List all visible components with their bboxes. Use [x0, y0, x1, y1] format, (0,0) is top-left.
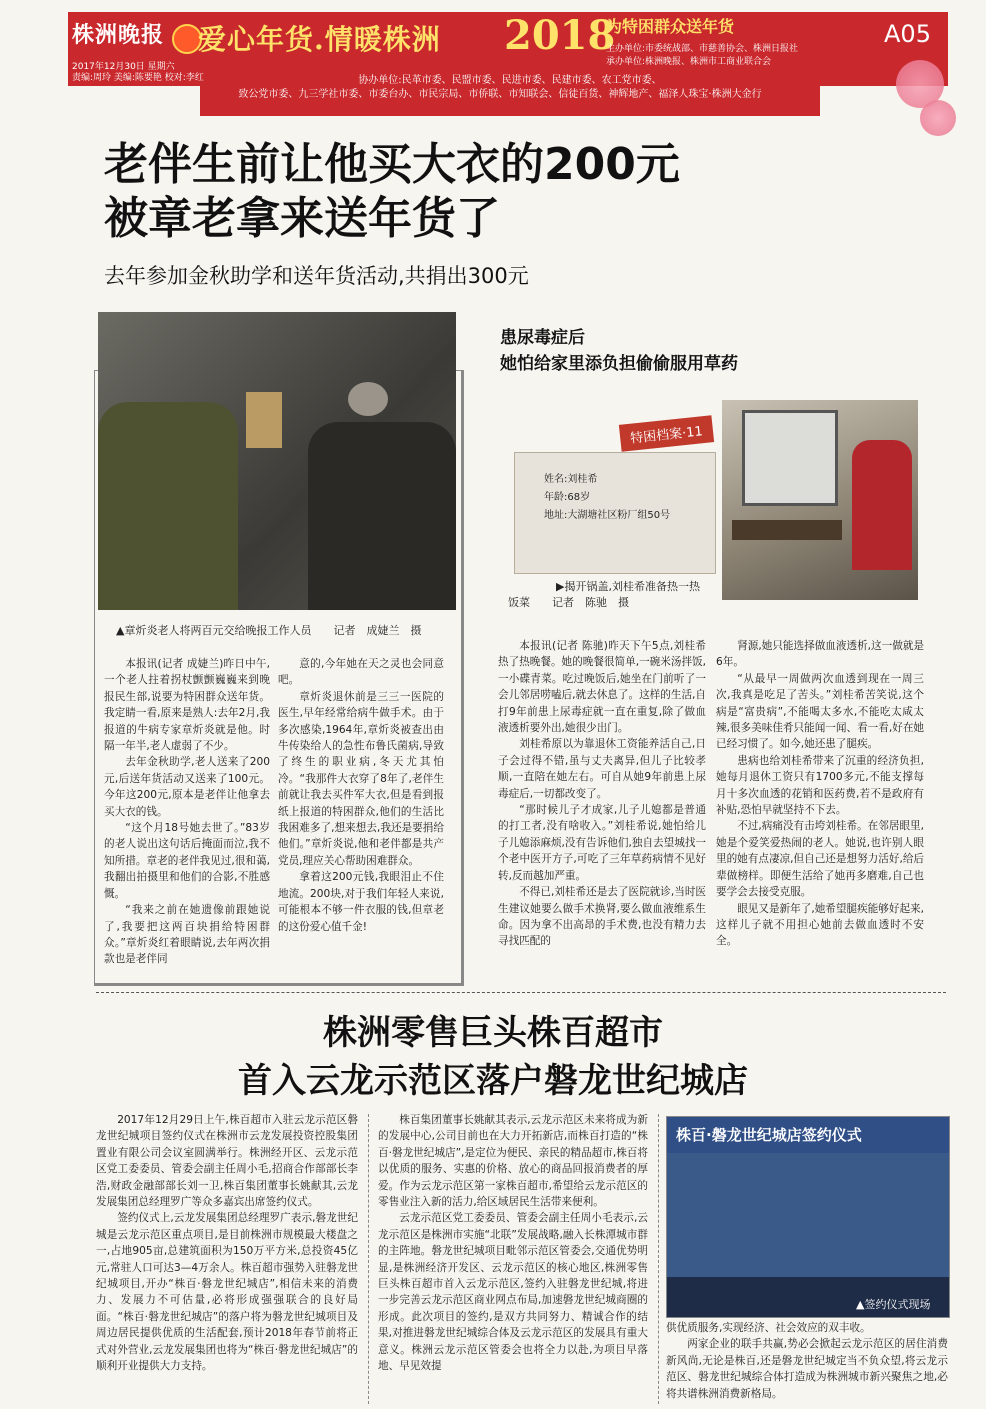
- article1-photo-caption: ▲章炘炎老人将两百元交给晚报工作人员 记者 成婕兰 摄: [116, 624, 422, 637]
- campaign-title: 爱心年货.情暖株洲: [198, 23, 441, 56]
- article3-headline-line1: 株洲零售巨头株百超市: [323, 1013, 663, 1053]
- article2-column-1: [498, 638, 706, 978]
- article3-headline-line2: 首入云龙示范区落户磐龙世纪城店: [238, 1061, 748, 1101]
- article3-photo: [666, 1116, 950, 1318]
- sponsor-line: 主办单位:市委统战部、市慈善协会、株洲日报社: [606, 44, 799, 54]
- article2-column-2: [716, 638, 924, 978]
- article1-subheadline: 去年参加金秋助学和送年货活动,共捐出300元: [104, 264, 529, 288]
- campaign-year: 2018: [504, 12, 616, 59]
- article2-headline-line1: 患尿毒症后: [500, 328, 585, 348]
- elderly-man-cap: [348, 382, 388, 416]
- paragraph: 刘桂希原以为靠退休工资能养活自己,日子会过得不错,虽与丈夫离异,但儿子比较孝顺,一直陪在她左右。可自从她9年前患上尿毒症后,一切都改变了。: [498, 738, 706, 800]
- article2-photo-caption-2: 饭菜 记者 陈驰 摄: [508, 596, 629, 609]
- column-rule: [658, 1114, 659, 1404]
- wall-poster: [246, 392, 282, 448]
- co-organizer-line-1: 协办单位:民革市委、民盟市委、民进市委、民建市委、农工党市委、: [358, 75, 662, 86]
- section-divider: [96, 992, 946, 993]
- elderly-man-coat: [308, 422, 456, 610]
- paragraph: 意的,今年她在天之灵也会同意吧。: [278, 658, 444, 687]
- paragraph: 拿着这200元钱,我眼泪止不住地流。200块,对于我们年轻人来说,可能根本不够一件衣服的钱,但章老的这份爱心值千金!: [278, 871, 444, 933]
- profile-name: 姓名:刘桂希: [544, 474, 598, 485]
- signing-banner-text: 株百·磐龙世纪城店签约仪式: [676, 1126, 862, 1144]
- masthead-logo: 株洲晚报: [72, 22, 165, 48]
- paragraph: 章炘炎退休前是三三一医院的医生,早年经常给病牛做手术。由于多次感染,1964年,章炘炎被查出由牛传染给人的急性布鲁氏菌病,导致了终生的职业病,冬天尤其怕冷。“我那件大衣穿了8年了,老伴生前就让我去买件军大衣,但是看到报纸上报道的特困群众,他们的生活比我困难多了,想来想去,我还是要捐给他们。”章炘炎说,他和老伴都是共产党员,理应关心帮助困难群众。: [278, 690, 444, 867]
- paragraph: 本报讯(记者 陈驰)昨天下午5点,刘桂希热了热晚餐。她的晚餐很简单,一碗米汤拌饭,一小碟青菜。吃过晚饭后,她坐在门前听了一会儿邻居唠嗑后,就去休息了。这样的生活,自打9年前患上尿毒症就一直在重复,除了做血液透析要外出,她很少出门。: [498, 640, 706, 735]
- paragraph: 株百集团董事长姚献其表示,云龙示范区未来将成为新的发展中心,公司目前也在大力开拓新店,而株百打造的“株百·磐龙世纪城店”,是定位为便民、亲民的精品超市,株百将以优质的服务、实惠的价格、放心的商品回报消费者的厚爱。作为云龙示范区第一家株百超市,希望给云龙示范区的零售业注入新的活力,给区域居民生活带来便利。: [378, 1114, 648, 1209]
- page-number: A05: [884, 20, 931, 48]
- paragraph: 两家企业的联手共赢,势必会掀起云龙示范区的居住消费新风尚,无论是株百,还是磐龙世纪城定当不负众望,将云龙示范区、磐龙世纪城综合体打造成为株洲城市新兴聚焦之地,必将共谱株洲消费新格局。: [666, 1338, 948, 1400]
- staff-coat: [98, 402, 238, 610]
- series-tag: 特困档案·11: [619, 415, 714, 452]
- article1-headline-line2: 被章老拿来送年货了: [104, 193, 500, 244]
- paragraph: 去年金秋助学,老人送来了200元,后送年货活动又送来了100元。今年这200元,原本是老伴让他拿去买大衣的钱。: [104, 756, 270, 818]
- article1-column-2: [278, 656, 444, 976]
- paragraph: 2017年12月29日上午,株百超市入驻云龙示范区磐龙世纪城项目签约仪式在株洲市云龙发展投资控股集团置业有限公司会议室圆满举行。株洲经开区、云龙示范区党工委委员、管委会副主任周小毛,招商合作部部长李浩,财政金融部部长刘一卫,株百集团董事长姚献其,云龙发展集团总经理罗广等众多嘉宾出席签约仪式。: [96, 1114, 358, 1209]
- paragraph: 不得已,刘桂希还是去了医院就诊,当时医生建议她要么做手术换肾,要么做血液维系生命。因为拿不出高昂的手术费,也没有精力去寻找匹配的: [498, 886, 706, 948]
- profile-address: 地址:大湖塘社区粉厂组50号: [544, 510, 671, 521]
- paragraph: 本报讯(记者 成婕兰)昨日中午,一个老人拄着拐杖颤颤巍巍来到晚报民生部,说要为特困群众送年货。我定睛一看,原来是熟人:去年2月,我报道的牛病专家章炘炎就是他。时隔一年半,老人虚弱了不少。: [104, 658, 270, 753]
- article3-column-1: [96, 1112, 358, 1402]
- paragraph: “那时候儿子才成家,儿子儿媳都是普通的打工者,没有啥收入。”刘桂希说,她怕给儿子儿媳添麻烦,没有告诉他们,独自去望城找一个老中医开方子,可吃了三年草药病情不见好转,反而越加严重。: [498, 804, 706, 882]
- editor-credits: 责编:周玲 美编:陈要艳 校对:李红: [72, 73, 204, 83]
- paragraph: “我来之前在她遗像前跟她说了,我要把这两百块捐给特困群众。”章炘炎红着眼睛说,去年两次捐款也是老伴同: [104, 904, 270, 966]
- article2-headline-line2: 她怕给家里添负担偷偷服用草药: [500, 354, 738, 374]
- campaign-slogan: 为特困群众送年货: [606, 17, 735, 36]
- paragraph: 签约仪式上,云龙发展集团总经理罗广表示,磐龙世纪城是云龙示范区重点项目,是目前株洲市规模最大楼盘之一,占地905亩,总建筑面积为150万平方米,总投资45亿元,常驻人口可达3—4万余人。株百超市强势入驻磐龙世纪城项目,开办“株百·磐龙世纪城店”,相信未来的消费力、发展力不可估量,必将形成强强联合的良好局面。“株百·磐龙世纪城店”的落户将为磐龙世纪城项目及周边居民提供优质的生活配套,预计2018年春节前将正式对外营业,云龙发展集团也将为“株百·磐龙世纪城店”的顺利开业提供大力支持。: [96, 1212, 358, 1373]
- plum-blossom-decoration: [920, 100, 956, 136]
- co-organizer-line-2: 致公党市委、九三学社市委、市委台办、市民宗局、市侨联、市知联会、信徒百货、神辉地产、福泽人珠宝·株洲大金行: [238, 89, 762, 100]
- paragraph: “这个月18号她去世了。”83岁的老人说出这句话后掩面而泣,我不知所措。章老的老伴我见过,很和蔼,我翻出拍摄里和他们的合影,不胜感慨。: [104, 822, 270, 900]
- column-rule: [368, 1114, 369, 1404]
- barred-window: [742, 410, 838, 506]
- paragraph: “从最早一周做两次血透到现在一周三次,我真是吃足了苦头。”刘桂希苦笑说,这个病是“富贵病”,不能喝太多水,不能吃太咸太辣,很多美味佳肴只能闻一闻、看一看,好在她已经习惯了。如今,她还患了腿疾。: [716, 672, 924, 751]
- article1-photo: [98, 312, 456, 610]
- paragraph: 云龙示范区党工委委员、管委会副主任周小毛表示,云龙示范区是株洲市实施“北联”发展战略,融入长株潭城市群的主阵地。磐龙世纪城项目毗邻示范区管委会,交通优势明显,是株洲经济开发区、云龙示范区的核心地区,株洲零售巨头株百超市首入云龙示范区,签约入驻磐龙世纪城,将进一步完善云龙示范区商业网点布局,加速磐龙世纪城商圈的形成。此次项目的签约,是双方共同努力、精诚合作的结果,对推进磐龙世纪城综合体及云龙示范区的发展具有重大意义。株洲云龙示范区管委会也将全力以赴,为项目早落地、早见效提: [378, 1212, 648, 1373]
- article3-column-3: [666, 1320, 948, 1404]
- profile-age: 年龄:68岁: [544, 492, 591, 503]
- woman-red-coat: [852, 440, 912, 570]
- paragraph: 患病也给刘桂希带来了沉重的经济负担,她每月退休工资只有1700多元,不能支撑每月十多次血透的花销和医药费,若不是政府有补贴,恐怕早就坚持不下去。: [716, 754, 924, 817]
- paragraph: 肾源,她只能选择做血液透析,这一做就是6年。: [716, 640, 924, 669]
- paragraph: 供优质服务,实现经济、社会效应的双丰收。: [666, 1322, 871, 1334]
- article3-photo-caption: ▲签约仪式现场: [856, 1298, 931, 1311]
- article1-headline-line1: 老伴生前让他买大衣的200元: [104, 139, 680, 190]
- organizer-line: 承办单位:株洲晚报、株洲市工商业联合会: [606, 57, 772, 67]
- paragraph: 不过,病痛没有击垮刘桂希。在邻居眼里,她是个爱笑爱热闹的老人。她说,也许别人眼里的她有点凄凉,但自己还是想努力活好,给后辈做榜样。即便生活给了她再多磨难,自己也要学会去接受克服。: [716, 820, 924, 899]
- table: [732, 520, 842, 540]
- paragraph: 眼见又是新年了,她希望腿疾能够好起来,这样儿子就不用担心她前去做血透时不安全。: [716, 902, 924, 948]
- article3-column-2: [378, 1112, 648, 1402]
- issue-date: 2017年12月30日 星期六: [72, 62, 175, 72]
- article2-photo: [722, 400, 918, 600]
- article2-photo-caption-1: ▶揭开锅盖,刘桂希准备热一热: [556, 580, 700, 593]
- article1-column-1: [104, 656, 270, 976]
